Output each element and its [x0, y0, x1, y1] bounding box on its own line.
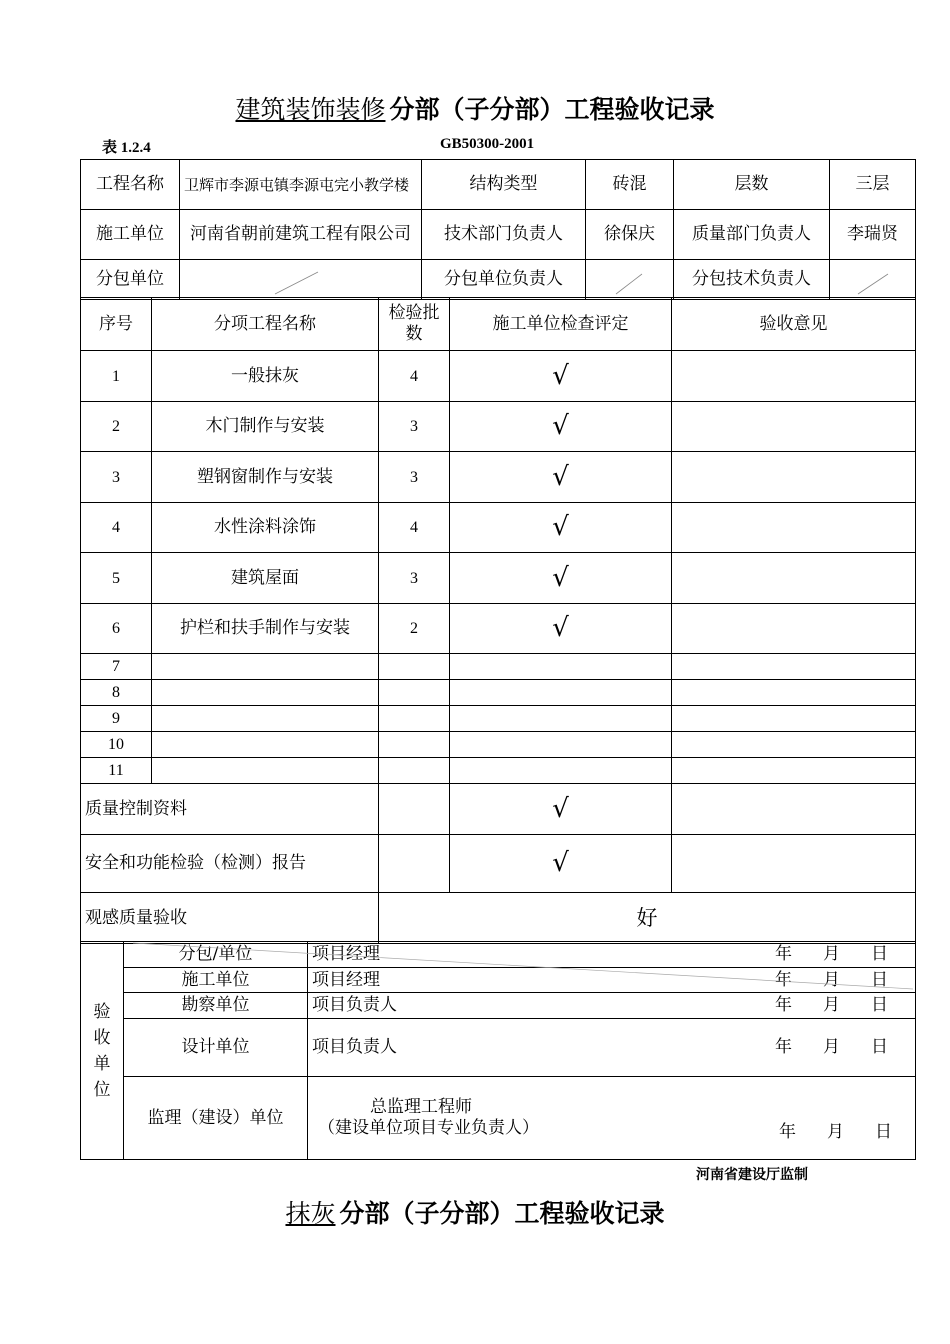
- structure-label: 结构类型: [422, 160, 586, 210]
- project-name-label: 工程名称: [81, 160, 180, 210]
- item-name: 护栏和扶手制作与安装: [152, 604, 379, 654]
- item-batch: 2: [379, 604, 450, 654]
- item-no: 2: [81, 402, 152, 452]
- item-batch: 3: [379, 452, 450, 503]
- item-no: 3: [81, 452, 152, 503]
- empty-slash-mark: [586, 260, 674, 299]
- item-no: 4: [81, 503, 152, 553]
- item-opinion: [672, 553, 916, 604]
- table-row: [81, 351, 916, 402]
- tech-head-value: 徐保庆: [586, 210, 674, 260]
- acceptance-signature: 总监理工程师 （建设单位项目专业负责人） 年 月 日: [308, 1077, 916, 1160]
- date-field: 年 月 日: [775, 995, 888, 1015]
- empty-slash-mark: [180, 260, 422, 299]
- col-no-header: 序号: [81, 298, 152, 351]
- item-no: 5: [81, 553, 152, 604]
- item-batch: 4: [379, 351, 450, 402]
- safety-report-check-mark: √: [450, 835, 672, 893]
- table-row: [81, 680, 916, 706]
- item-no: 6: [81, 604, 152, 654]
- supervised-by-note: 河南省建设厅监制: [696, 1167, 808, 1183]
- item-opinion: [672, 503, 916, 553]
- acceptance-unit: 分包/单位: [124, 942, 308, 968]
- floors-label: 层数: [674, 160, 830, 210]
- tech-head-label: 技术部门负责人: [422, 210, 586, 260]
- table-row: [81, 452, 916, 503]
- item-name: 木门制作与安装: [152, 402, 379, 452]
- contractor-label: 施工单位: [81, 210, 180, 260]
- item-no: 8: [81, 680, 152, 706]
- acceptance-unit: 勘察单位: [124, 993, 308, 1019]
- appearance-value: 好: [379, 893, 916, 944]
- project-name-value: 卫辉市李源屯镇李源屯完小教学楼: [180, 160, 422, 210]
- table-row: [81, 402, 916, 452]
- item-check-mark: √: [450, 452, 672, 503]
- item-batch: 4: [379, 503, 450, 553]
- acceptance-signature: 项目负责人 年 月 日: [308, 993, 916, 1019]
- table-row: [81, 503, 916, 553]
- table-row: [81, 654, 916, 680]
- safety-report-label: 安全和功能检验（检测）报告: [81, 835, 379, 893]
- acceptance-side-label: 验收单位: [81, 942, 124, 1160]
- structure-value: 砖混: [586, 160, 674, 210]
- sub-head-value: [586, 260, 674, 300]
- col-check-header: 施工单位检查评定: [450, 298, 672, 351]
- item-opinion: [672, 452, 916, 503]
- quality-head-label: 质量部门负责人: [674, 210, 830, 260]
- title-main-part: 分部（子分部）工程验收记录: [389, 95, 715, 124]
- title-underlined-part: 建筑装饰装修: [235, 95, 386, 124]
- contractor-value: 河南省朝前建筑工程有限公司: [180, 210, 422, 260]
- title2-underlined-part: 抹灰: [285, 1199, 336, 1228]
- standard-code: GB50300-2001: [440, 136, 535, 152]
- sub-tech-label: 分包技术负责人: [674, 260, 830, 300]
- floors-value: 三层: [830, 160, 916, 210]
- item-opinion: [672, 351, 916, 402]
- table-code: 表 1.2.4: [102, 140, 151, 156]
- sub-head-label: 分包单位负责人: [422, 260, 586, 300]
- date-field: 年 月 日: [775, 969, 888, 990]
- item-check-mark: √: [450, 604, 672, 654]
- item-batch: 3: [379, 402, 450, 452]
- project-info-table: [80, 159, 916, 300]
- item-opinion: [672, 604, 916, 654]
- col-name-header: 分项工程名称: [152, 298, 379, 351]
- subcontractor-value: [180, 260, 422, 300]
- item-check-mark: √: [450, 351, 672, 402]
- table-row: [81, 732, 916, 758]
- appearance-label: 观感质量验收: [81, 893, 379, 944]
- table-row: [81, 553, 916, 604]
- quality-data-label: 质量控制资料: [81, 784, 379, 835]
- title2-main-part: 分部（子分部）工程验收记录: [339, 1199, 665, 1228]
- acceptance-signature: 项目经理 年 月 日: [308, 942, 916, 968]
- sub-items-table: [80, 297, 916, 944]
- acceptance-unit: 监理（建设）单位: [124, 1077, 308, 1160]
- acceptance-unit: 设计单位: [124, 1019, 308, 1077]
- col-opinion-header: 验收意见: [672, 298, 916, 351]
- table-row: [81, 706, 916, 732]
- date-field: 年 月 日: [775, 944, 888, 964]
- item-name: 建筑屋面: [152, 553, 379, 604]
- date-field: 年 月 日: [775, 1037, 888, 1057]
- item-no: 11: [81, 758, 152, 784]
- item-batch: 3: [379, 553, 450, 604]
- acceptance-signature: 项目经理 年 月 日: [308, 968, 916, 993]
- item-check-mark: √: [450, 503, 672, 553]
- item-name: 塑钢窗制作与安装: [152, 452, 379, 503]
- empty-slash-mark: [830, 260, 916, 299]
- sub-tech-value: [830, 260, 916, 300]
- item-no: 7: [81, 654, 152, 680]
- item-no: 1: [81, 351, 152, 402]
- page-title: [0, 92, 950, 128]
- item-no: 10: [81, 732, 152, 758]
- item-check-mark: √: [450, 553, 672, 604]
- item-opinion: [672, 402, 916, 452]
- col-batch-header: 检验批数: [379, 298, 450, 351]
- quality-head-value: 李瑞贤: [830, 210, 916, 260]
- item-name: 水性涂料涂饰: [152, 503, 379, 553]
- acceptance-unit: 施工单位: [124, 968, 308, 993]
- item-name: 一般抹灰: [152, 351, 379, 402]
- quality-data-check-mark: √: [450, 784, 672, 835]
- acceptance-signature: 项目负责人 年 月 日: [308, 1019, 916, 1077]
- faint-strike-lines: [123, 941, 915, 993]
- table-row: [81, 758, 916, 784]
- subcontractor-label: 分包单位: [81, 260, 180, 300]
- item-check-mark: √: [450, 402, 672, 452]
- date-field: 年 月 日: [779, 1122, 892, 1142]
- table-row: [81, 604, 916, 654]
- second-page-title: [0, 1196, 950, 1232]
- item-no: 9: [81, 706, 152, 732]
